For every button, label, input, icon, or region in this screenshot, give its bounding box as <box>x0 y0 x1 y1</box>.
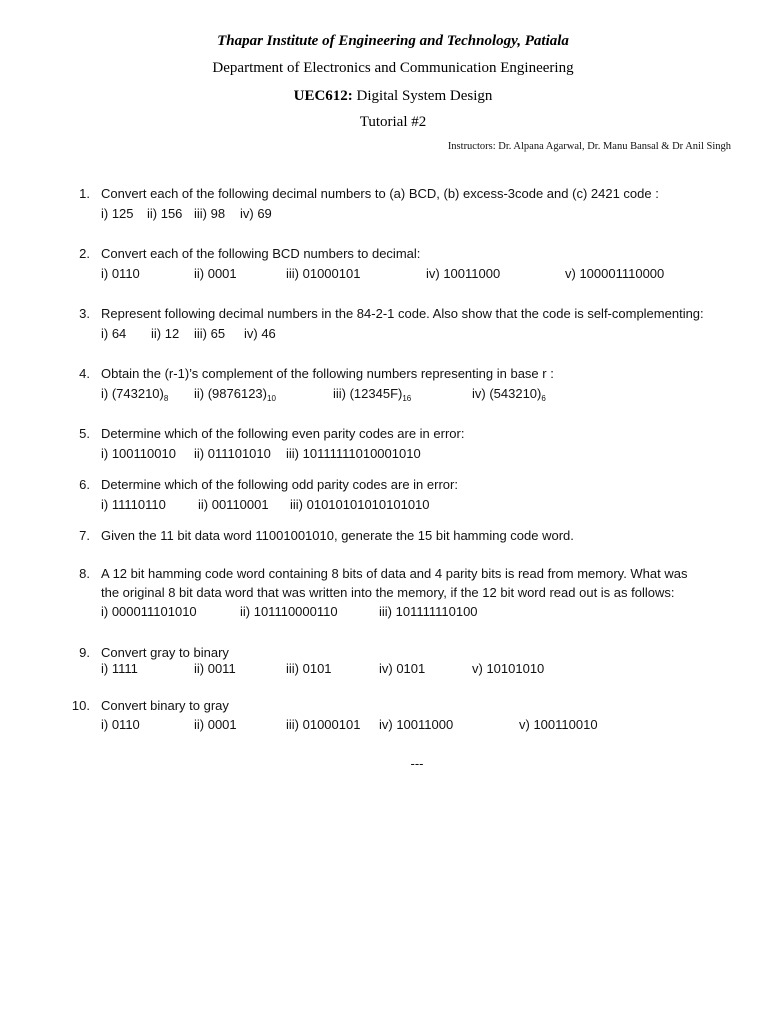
option: i) 11110110 <box>101 497 166 512</box>
option: i) 1111 <box>101 661 138 676</box>
course-title <box>0 88 768 105</box>
end-marker: --- <box>410 756 424 771</box>
option: iv) $(543210)_6$ <box>472 386 546 403</box>
option: ii) 0011 <box>194 661 236 676</box>
option: v) 100110010 <box>519 717 598 732</box>
option: ii) 011101010 <box>194 446 271 461</box>
option: iii) 01000101 <box>286 266 361 281</box>
option: iii) 10111111010001010 <box>286 446 421 461</box>
option: iv) 69 <box>240 206 272 221</box>
question-text: Convert each of the following BCD numbers to decimal: <box>101 246 421 261</box>
option: i) 000011101010 <box>101 604 197 619</box>
question-text: Given the 11 bit data word 11001001010, generate the 15 bit hamming code word. <box>101 528 574 543</box>
option: i) 0110 <box>101 266 140 281</box>
option: v) 10101010 <box>472 661 545 676</box>
option: ii) 00110001 <box>198 497 269 512</box>
option: iii) 65 <box>194 326 226 341</box>
question-text: Convert binary to gray <box>101 698 229 713</box>
option: ii) 0001 <box>194 266 237 281</box>
question-text: Convert each of the following decimal numbers to (a) BCD, (b) excess-3code and (c) 2421 code : <box>101 186 659 201</box>
question-number: 8. <box>79 566 90 581</box>
option: iii) 01000101 <box>286 717 361 732</box>
option: i) 100110010 <box>101 446 176 461</box>
option: i) 125 <box>101 206 134 221</box>
question-number: 3. <box>79 306 90 321</box>
option: iii) 101111110100 <box>379 604 478 619</box>
option: iii) 0101 <box>286 661 332 676</box>
question-number: 2. <box>79 246 90 261</box>
option: v) 100001110000 <box>565 266 665 281</box>
question-number: 4. <box>79 366 90 381</box>
question-number: 10. <box>71 698 90 713</box>
question-text: Determine which of the following even parity codes are in error: <box>101 426 465 441</box>
instructors-line: Instructors: Dr. Alpana Agarwal, Dr. Manu Bansal & Dr Anil Singh <box>447 141 731 152</box>
option: iii) 98 <box>194 206 226 221</box>
option: iii) 01010101010101010 <box>290 497 430 512</box>
option: i) $(743210)_8$ <box>101 386 169 403</box>
option: iv) 46 <box>244 326 276 341</box>
question-text: Obtain the (r-1)’s complement of the following numbers representing in base r : <box>101 366 554 381</box>
question-number: 6. <box>79 477 90 492</box>
option: iv) 10011000 <box>379 717 454 732</box>
department-title: Department of Electronics and Communication Engineering <box>212 60 574 76</box>
question-text: Determine which of the following odd parity codes are in error: <box>101 477 458 492</box>
option: iv) 0101 <box>379 661 426 676</box>
option: ii) 12 <box>151 326 180 341</box>
tutorial-title: Tutorial #2 <box>359 114 427 130</box>
question-text: Convert gray to binary <box>101 645 229 660</box>
option: iv) 10011000 <box>426 266 501 281</box>
option: i) 64 <box>101 326 127 341</box>
option: i) 0110 <box>101 717 140 732</box>
institute-title: Thapar Institute of Engineering and Technology, Patiala <box>217 33 569 49</box>
option: ii) $(9876123)_{10}$ <box>194 386 276 403</box>
question-number: 9. <box>79 645 90 660</box>
question-text-line-2: the original 8 bit data word that was written into the memory, if the 12 bit word read out is as follows: <box>101 585 675 600</box>
question-number: 1. <box>79 186 90 201</box>
question-number: 7. <box>79 528 90 543</box>
option: iii) $(12345F)_{16}$ <box>333 386 412 403</box>
course-code: UEC612: <box>293 88 353 104</box>
course-name: Digital System Design <box>352 88 493 104</box>
question-text: Represent following decimal numbers in the 84-2-1 code. Also show that the code is self-complementing: <box>101 306 704 321</box>
option: ii) 101110000110 <box>240 604 338 619</box>
question-number: 5. <box>79 426 90 441</box>
option: ii) 0001 <box>194 717 237 732</box>
option: ii) 156 <box>147 206 183 221</box>
question-text: A 12 bit hamming code word containing 8 bits of data and 4 parity bits is read from memory. What was <box>101 566 688 581</box>
